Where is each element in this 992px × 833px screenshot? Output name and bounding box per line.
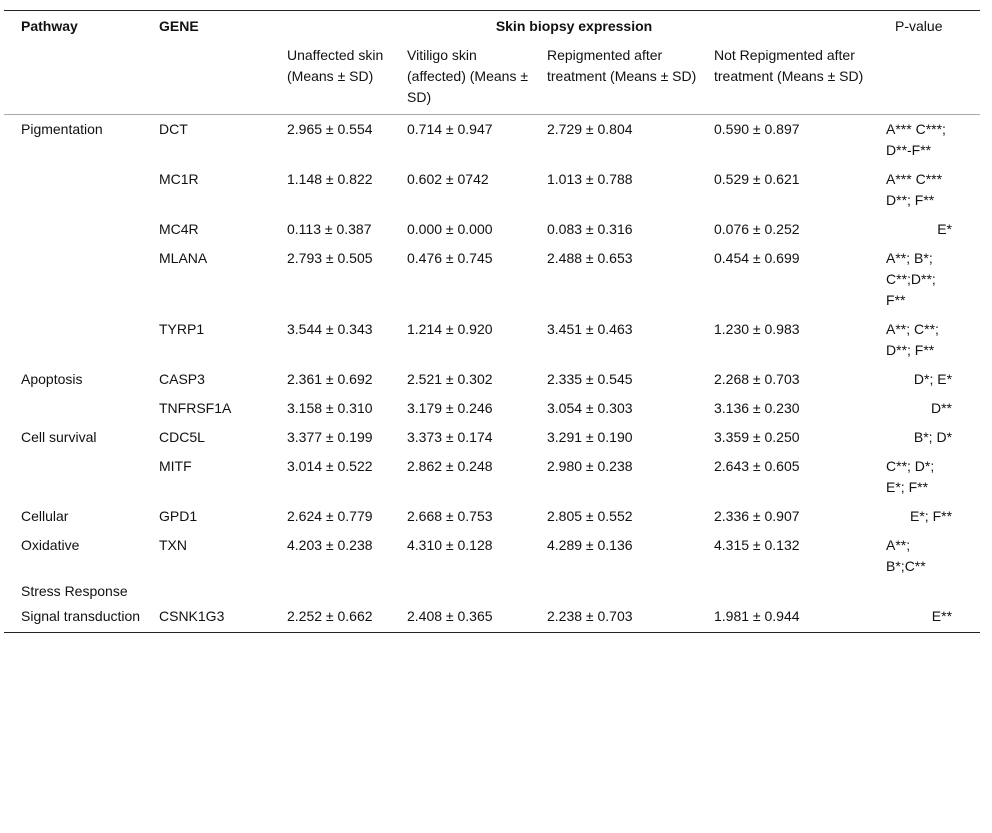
gene-cell: CDC5L bbox=[159, 429, 205, 445]
p-value-cell: E*; F** bbox=[910, 508, 953, 524]
header-row bbox=[4, 11, 980, 42]
table-row-last bbox=[4, 602, 980, 633]
vitiligo-cell: 2.408 ± 0.365 bbox=[390, 602, 530, 633]
repigmented-cell: 2.729 ± 0.804 bbox=[547, 121, 633, 137]
repigmented-cell: 2.805 ± 0.552 bbox=[547, 508, 633, 524]
repigmented-cell: 1.013 ± 0.788 bbox=[547, 171, 633, 187]
repigmented-cell: 3.054 ± 0.303 bbox=[547, 400, 633, 416]
gene-cell: TYRP1 bbox=[159, 321, 205, 337]
not-repigmented-cell: 0.454 ± 0.699 bbox=[714, 250, 800, 266]
gene-cell: CASP3 bbox=[159, 371, 205, 387]
header-gene: GENE bbox=[142, 11, 270, 42]
vitiligo-cell: 2.521 ± 0.302 bbox=[407, 371, 493, 387]
not-repigmented-cell: 3.136 ± 0.230 bbox=[714, 400, 800, 416]
p-value-cell: A*** C*** D**; F** bbox=[886, 171, 943, 208]
p-value-cell: A**; B*;C** bbox=[886, 537, 926, 574]
pathway-cell: Oxidative bbox=[21, 537, 80, 553]
unaffected-cell: 3.544 ± 0.343 bbox=[287, 321, 373, 337]
p-value-cell: C**; D*; E*; F** bbox=[886, 458, 935, 495]
subheader-row bbox=[4, 41, 980, 115]
pathway-cell: Signal transduction bbox=[4, 602, 142, 633]
header-pathway: Pathway bbox=[4, 11, 142, 42]
pathway-cell-continuation: Stress Response bbox=[21, 583, 128, 599]
table-row bbox=[4, 502, 980, 531]
table-body bbox=[4, 115, 980, 633]
pathway-cell: Cell survival bbox=[21, 429, 97, 445]
not-repigmented-cell: 3.359 ± 0.250 bbox=[714, 429, 800, 445]
table-row bbox=[4, 215, 980, 244]
p-value-cell: D*; E* bbox=[913, 371, 953, 387]
pathway-cell: Pigmentation bbox=[21, 121, 103, 137]
p-value-cell: D** bbox=[931, 400, 953, 416]
header-vitiligo: Vitiligo skin (affected) (Means ± SD) bbox=[390, 41, 530, 115]
table-row bbox=[4, 423, 980, 452]
vitiligo-cell: 0.476 ± 0.745 bbox=[407, 250, 493, 266]
vitiligo-cell: 3.179 ± 0.246 bbox=[407, 400, 493, 416]
unaffected-cell: 3.014 ± 0.522 bbox=[287, 458, 373, 474]
gene-cell: CSNK1G3 bbox=[142, 602, 270, 633]
gene-cell: DCT bbox=[159, 121, 188, 137]
pathway-cell bbox=[4, 165, 142, 215]
not-repigmented-cell: 2.336 ± 0.907 bbox=[714, 508, 800, 524]
unaffected-cell: 3.158 ± 0.310 bbox=[287, 400, 373, 416]
pathway-cell bbox=[4, 452, 142, 502]
not-repigmented-cell: 1.981 ± 0.944 bbox=[697, 602, 878, 633]
unaffected-cell: 1.148 ± 0.822 bbox=[287, 171, 373, 187]
not-repigmented-cell: 2.268 ± 0.703 bbox=[714, 371, 800, 387]
continuation-row bbox=[4, 581, 980, 602]
unaffected-cell: 4.203 ± 0.238 bbox=[287, 537, 373, 553]
not-repigmented-cell: 0.529 ± 0.621 bbox=[714, 171, 800, 187]
gene-cell: MC4R bbox=[159, 221, 199, 237]
not-repigmented-cell: 2.643 ± 0.605 bbox=[714, 458, 800, 474]
repigmented-cell: 3.451 ± 0.463 bbox=[547, 321, 633, 337]
p-value-cell: A**; C**; D**; F** bbox=[886, 321, 939, 358]
table-row bbox=[4, 452, 980, 502]
table-row bbox=[4, 365, 980, 394]
unaffected-cell: 2.624 ± 0.779 bbox=[287, 508, 373, 524]
gene-cell: GPD1 bbox=[159, 508, 198, 524]
table-row bbox=[4, 165, 980, 215]
header-skin-biopsy-expression: Skin biopsy expression bbox=[270, 11, 878, 42]
repigmented-cell: 4.289 ± 0.136 bbox=[547, 537, 633, 553]
unaffected-cell: 2.965 ± 0.554 bbox=[287, 121, 373, 137]
header-p-value: P-value bbox=[878, 11, 980, 42]
not-repigmented-cell: 4.315 ± 0.132 bbox=[714, 537, 800, 553]
gene-expression-table bbox=[4, 10, 980, 633]
not-repigmented-cell: 1.230 ± 0.983 bbox=[714, 321, 800, 337]
header-unaffected: Unaffected skin (Means ± SD) bbox=[270, 41, 390, 115]
pathway-cell bbox=[4, 315, 142, 365]
unaffected-cell: 2.252 ± 0.662 bbox=[270, 602, 390, 633]
table-row bbox=[4, 394, 980, 423]
unaffected-cell: 3.377 ± 0.199 bbox=[287, 429, 373, 445]
not-repigmented-cell: 0.590 ± 0.897 bbox=[714, 121, 800, 137]
pathway-cell bbox=[4, 215, 142, 244]
pathway-cell: Apoptosis bbox=[21, 371, 83, 387]
p-value-cell: E* bbox=[937, 221, 953, 237]
repigmented-cell: 2.488 ± 0.653 bbox=[547, 250, 633, 266]
vitiligo-cell: 2.668 ± 0.753 bbox=[407, 508, 493, 524]
table-row bbox=[4, 531, 980, 581]
vitiligo-cell: 0.602 ± 0742 bbox=[407, 171, 489, 187]
vitiligo-cell: 0.714 ± 0.947 bbox=[407, 121, 493, 137]
unaffected-cell: 2.361 ± 0.692 bbox=[287, 371, 373, 387]
pathway-cell bbox=[4, 244, 142, 315]
gene-cell: MLANA bbox=[159, 250, 208, 266]
vitiligo-cell: 2.862 ± 0.248 bbox=[407, 458, 493, 474]
table-row bbox=[4, 115, 980, 166]
repigmented-cell: 2.980 ± 0.238 bbox=[547, 458, 633, 474]
p-value-cell: B*; D* bbox=[913, 429, 953, 445]
vitiligo-cell: 0.000 ± 0.000 bbox=[407, 221, 493, 237]
repigmented-cell: 2.238 ± 0.703 bbox=[530, 602, 697, 633]
gene-cell: TNFRSF1A bbox=[159, 400, 232, 416]
vitiligo-cell: 3.373 ± 0.174 bbox=[407, 429, 493, 445]
p-value-cell: A*** C***; D**-F** bbox=[886, 121, 946, 158]
pathway-cell: Cellular bbox=[21, 508, 69, 524]
repigmented-cell: 0.083 ± 0.316 bbox=[547, 221, 633, 237]
gene-cell: MITF bbox=[159, 458, 192, 474]
table-row bbox=[4, 315, 980, 365]
p-value-cell: E** bbox=[878, 602, 980, 633]
unaffected-cell: 2.793 ± 0.505 bbox=[287, 250, 373, 266]
vitiligo-cell: 4.310 ± 0.128 bbox=[407, 537, 493, 553]
not-repigmented-cell: 0.076 ± 0.252 bbox=[714, 221, 800, 237]
pathway-cell bbox=[4, 394, 142, 423]
repigmented-cell: 3.291 ± 0.190 bbox=[547, 429, 633, 445]
table-row bbox=[4, 244, 980, 315]
gene-cell: TXN bbox=[159, 537, 187, 553]
header-repigmented: Repigmented after treatment (Means ± SD) bbox=[530, 41, 697, 115]
p-value-cell: A**; B*; C**;D**; F** bbox=[886, 250, 936, 308]
gene-cell: MC1R bbox=[159, 171, 199, 187]
vitiligo-cell: 1.214 ± 0.920 bbox=[407, 321, 493, 337]
unaffected-cell: 0.113 ± 0.387 bbox=[287, 221, 372, 237]
header-not-repigmented: Not Repigmented after treatment (Means ± SD) bbox=[697, 41, 878, 115]
repigmented-cell: 2.335 ± 0.545 bbox=[547, 371, 633, 387]
